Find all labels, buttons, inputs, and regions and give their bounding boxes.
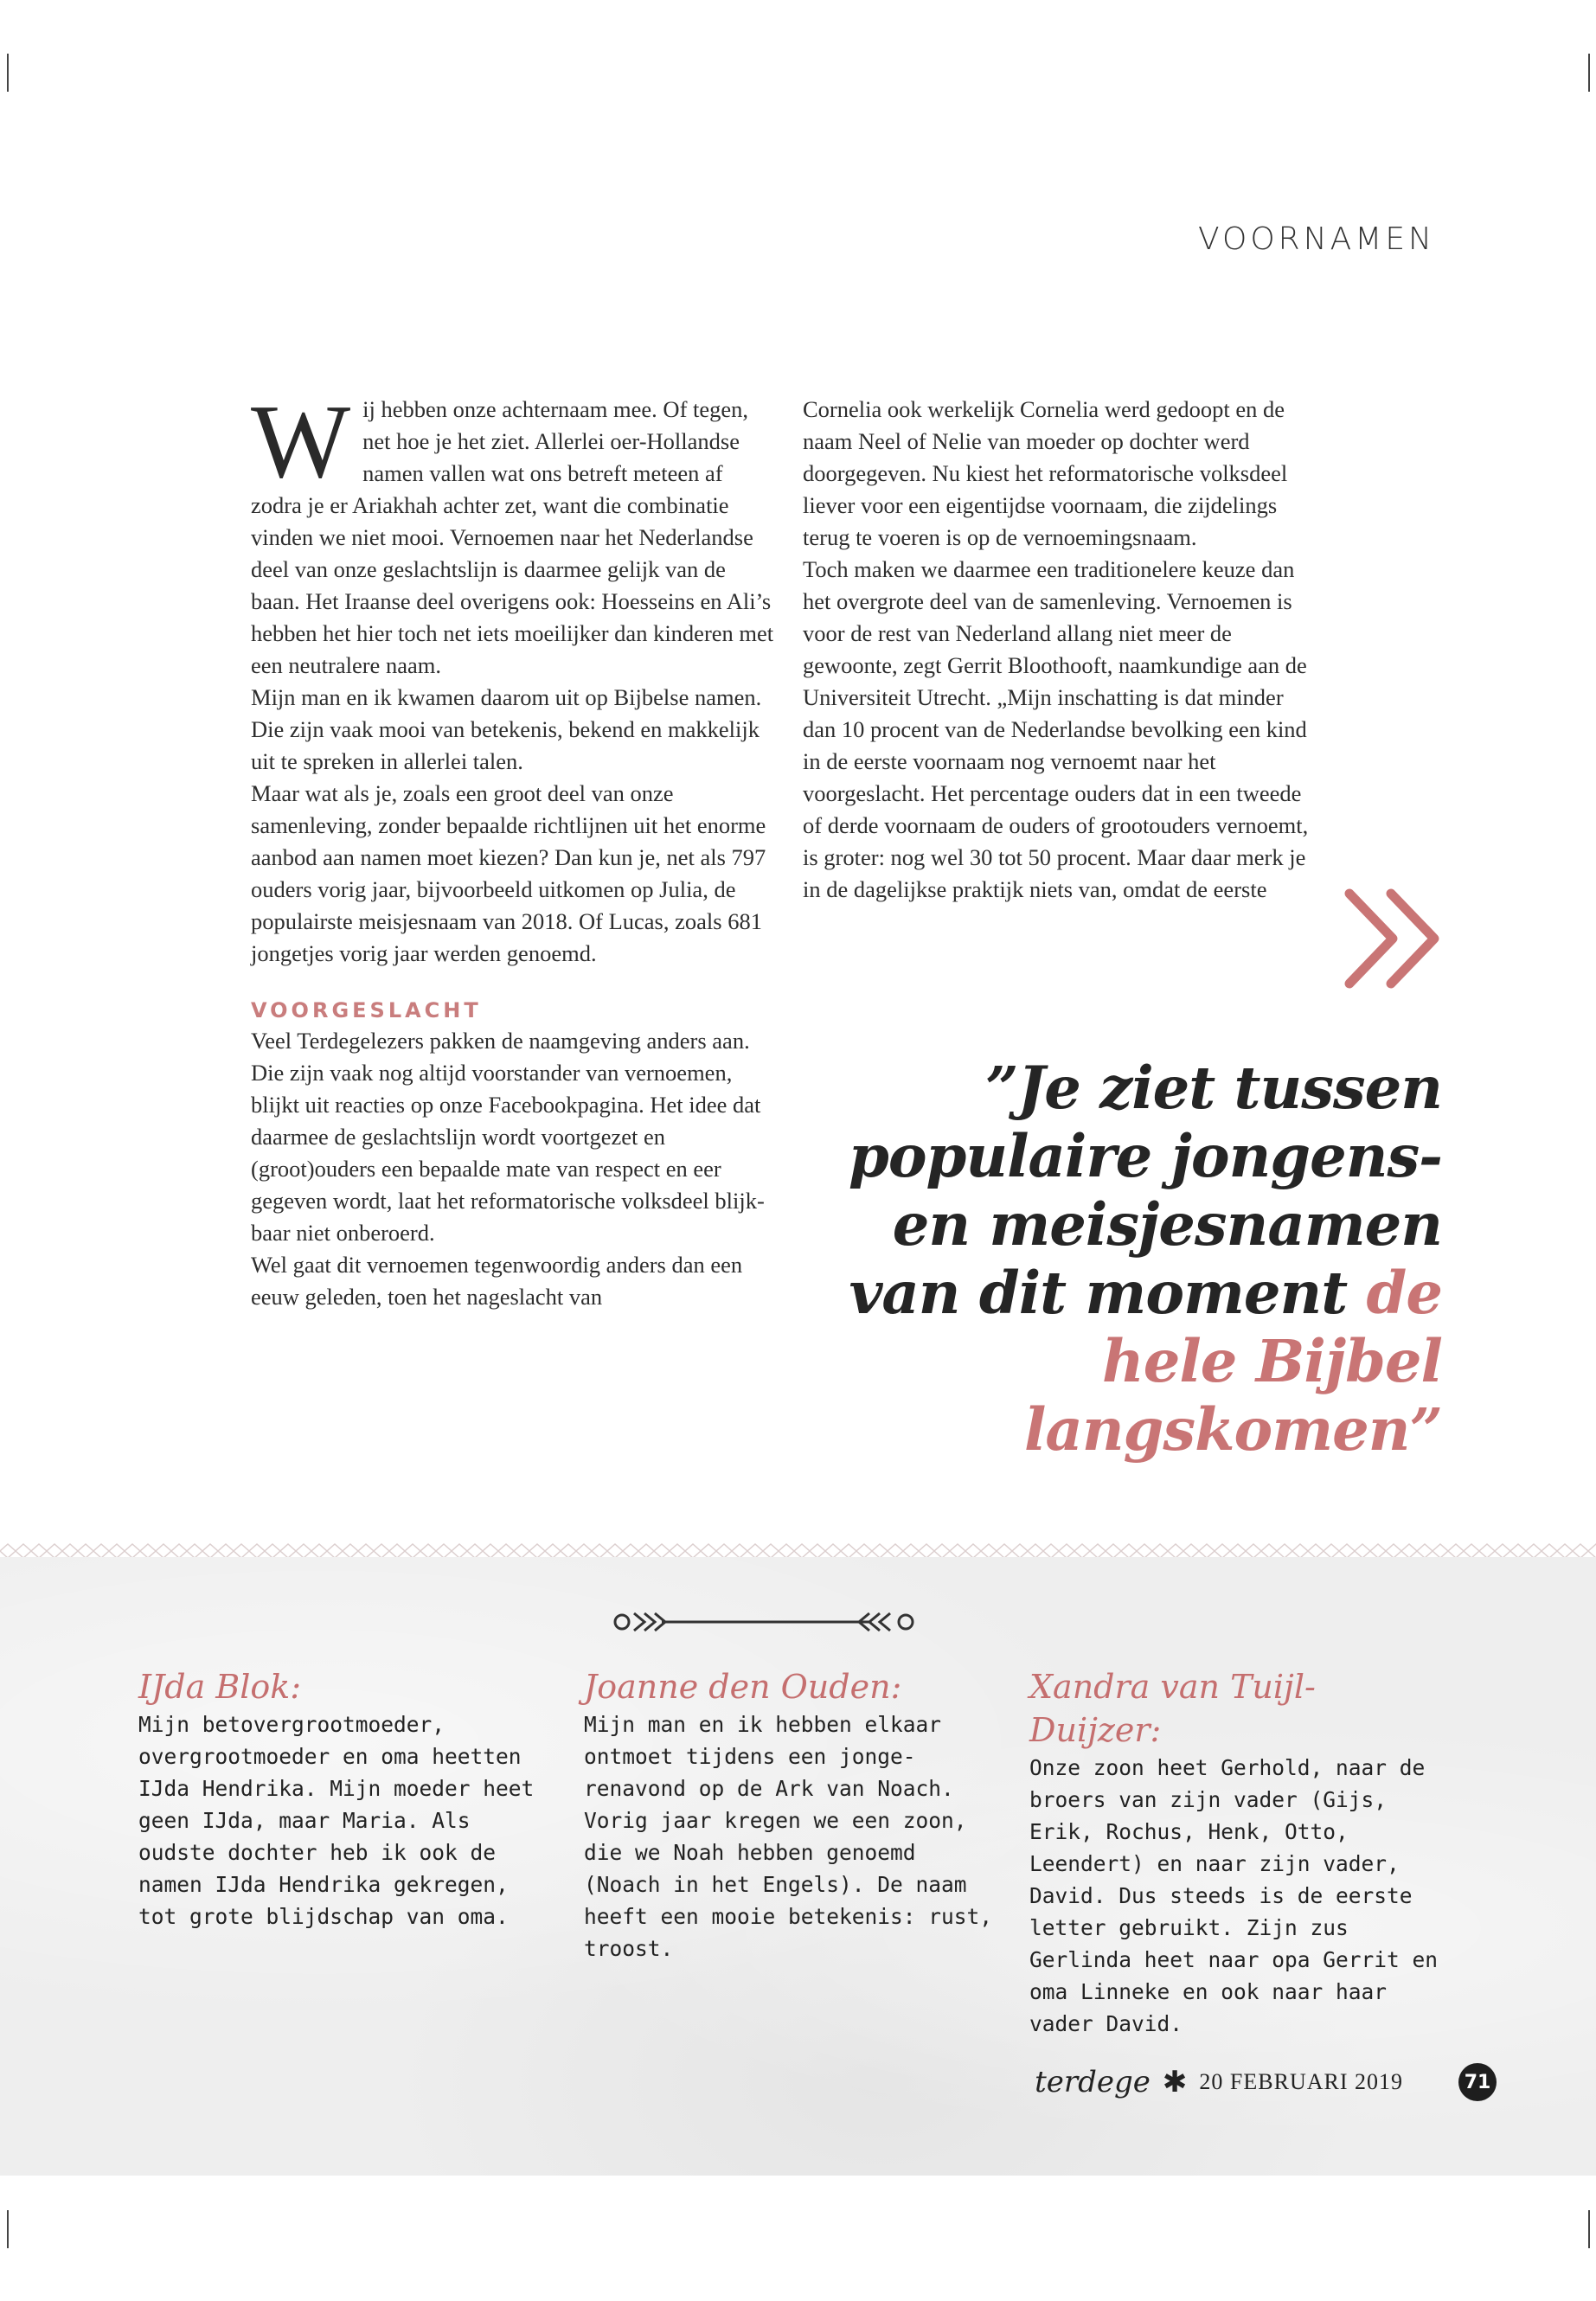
article-column-2 [803, 394, 1313, 906]
section-label: VOORNAMEN [1198, 221, 1435, 257]
drop-cap: W [251, 383, 351, 500]
star-separator-icon: ✱ [1162, 2065, 1188, 2099]
article-paragraph: Maar wat als je, zoals een groot deel van onze samenleving, zonder bepaalde richtlijnen uit het enorme aanbod aan namen moet kiezen? Dan kun je, net als 797 ouders vorig jaar, bijvoorbeeld uitkomen op Julia, de populairste meisjesnaam van 2018. Of Lucas, zoals 681 jongetjes vorig jaar werden genoemd. [251, 780, 766, 966]
article-paragraph: Mijn man en ik kwamen daarom uit op Bijbelse namen. Die zijn vaak mooi van betekenis, bekend en makkelijk uit te spreken in allerlei talen. [251, 684, 762, 774]
testimonial-text: Mijn betovergrootmoeder, overgrootmoeder en oma heetten IJda Hendrika. Mijn moeder heet geen IJda, maar Maria. Als oudste dochter heb ik ook de namen IJda Hendrika gekregen, tot grote blijdschap van oma. [138, 1712, 535, 1929]
testimonial-text: Onze zoon heet Gerhold, naar de broers van zijn vader (Gijs, Erik, Rochus, Henk, Otto, Leendert) en naar zijn vader, David. Dus steeds is de eerste letter gebruikt. Zijn zus Gerlinda heet naar opa Gerrit en oma Linneke en ook naar haar vader David. [1029, 1755, 1439, 2036]
issue-date: 20 FEBRUARI 2019 [1199, 2069, 1403, 2094]
testimonial-2 [584, 1665, 999, 1965]
article-paragraph: Wel gaat dit vernoemen tegenwoordig anders dan een eeuw geleden, toen het nageslacht van [251, 1252, 743, 1310]
testimonial-3 [1029, 1665, 1445, 2040]
crop-mark-bottom-left [7, 2210, 9, 2248]
testimonial-name: IJda Blok: [138, 1668, 302, 1706]
article-paragraph: Veel Terdegelezers pakken de naamgeving anders aan. Die zijn vaak nog altijd voorstander van vernoemen, blijkt uit reacties op onze Facebookpagina. Het idee dat daarmee de geslachtslijn wordt voortgezet en (groot)ouders een bepaalde mate van respect en eer gegeven wordt, laat het reformatorische volksdeel blijkbaar niet onberoerd. [251, 1028, 765, 1246]
testimonial-name: Xandra van Tuijl-Duijzer: [1029, 1668, 1316, 1749]
page-footer [1035, 2063, 1497, 2101]
article-column-1 [251, 383, 779, 1313]
continue-chevron-icon [1339, 887, 1460, 990]
testimonial-name: Joanne den Ouden: [584, 1668, 902, 1706]
crop-mark-bottom-right [1588, 2210, 1590, 2248]
pull-quote-accent: de hele Bijbel langskomen” [1023, 1259, 1442, 1464]
arrow-ornament-icon [610, 1605, 921, 1639]
magazine-brand: terdege [1035, 2065, 1151, 2099]
article-paragraph: Cornelia ook werkelijk Cornelia werd gedoopt en de naam Neel of Nelie van moeder op dochter werd doorgegeven. Nu kiest het reformatorische volksdeel liever voor een eigentijdse voornaam, die zijdelings terug te voeren is op de vernoemingsnaam. [803, 396, 1288, 550]
testimonial-text: Mijn man en ik hebben elkaar ontmoet tijdens een jongerenavond op de Ark van Noach. Vorig jaar kregen we een zoon, die we Noah hebben genoemd (Noach in het Engels). De naam heeft een mooie betekenis: rust, troost. [584, 1712, 993, 1961]
testimonial-1 [138, 1665, 554, 1932]
crop-mark-top-left [7, 54, 9, 92]
page-number: 71 [1458, 2063, 1497, 2101]
subheading: VOORGESLACHT [251, 998, 482, 1022]
article-paragraph: ij hebben onze achternaam mee. Of tegen, net hoe je het ziet. Allerlei oer-Hollandse namen vallen wat ons betreft meteen af zodra je er Ariakhah achter zet, want die combinatie vinden we niet mooi. Vernoemen naar het Nederlandse deel van onze geslachtslijn is daarmee gelijk van de baan. Het Iraanse deel overigens ook: Hoesseins en Ali’s hebben het hier toch net iets moeilijker dan kinderen met een neutralere naam. [251, 396, 774, 678]
article-paragraph: Toch maken we daarmee een traditionelere keuze dan het overgrote deel van de samenleving. Vernoemen is voor de rest van Nederland allang niet meer de gewoonte, zegt Gerrit Bloothooft, naamkundige aan de Universiteit Utrecht. „Mijn inschatting is dat minder dan 10 procent van de Nederlandse bevolking een kind in de eerste voornaam nog vernoemt naar het voorgeslacht. Het percentage ouders dat in een tweede of derde voornaam de ouders of grootouders vernoemt, is groter: nog wel 30 tot 50 procent. Maar daar merk je in de dagelijkse praktijk niets van, omdat de eerste [803, 556, 1309, 902]
crop-mark-top-right [1588, 54, 1590, 92]
pull-quote-main: ”Je ziet tussen populaire jongens- en meisjesnamen van dit moment [848, 1054, 1442, 1327]
pull-quote [802, 1054, 1442, 1464]
